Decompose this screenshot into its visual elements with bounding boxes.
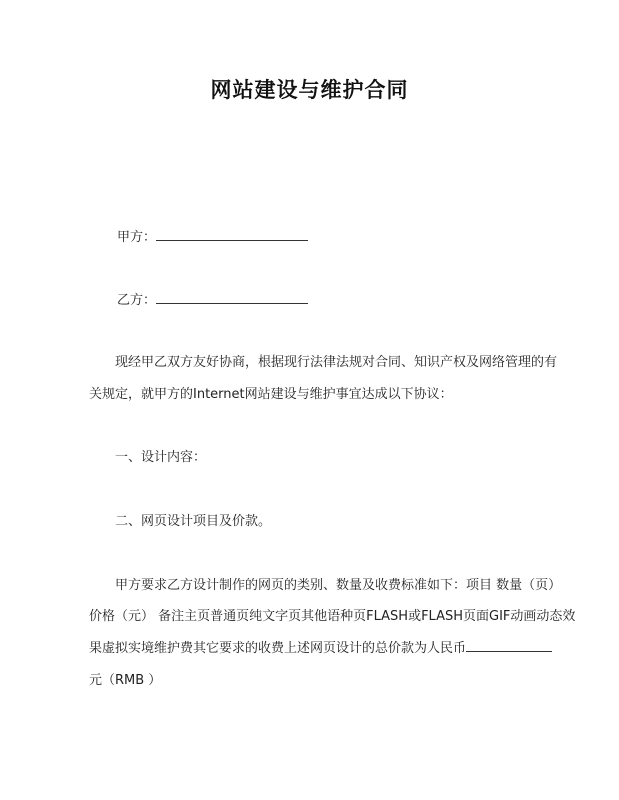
- party-a-row: [117, 226, 308, 245]
- party-b-blank[interactable]: [156, 303, 308, 304]
- pricing-line-4: 元（RMB ）: [89, 673, 162, 688]
- pricing-line-3: [89, 637, 552, 656]
- party-a-label: 甲方：: [117, 230, 157, 245]
- pricing-line-1: 甲方要求乙方设计制作的网页的类别、数量及收费标准如下：项目 数量（页）: [115, 578, 562, 593]
- party-b-row: [117, 289, 308, 308]
- section-2-heading: 二、网页设计项目及价款。: [115, 514, 272, 529]
- pricing-line-3-text: 果虚拟实境维护费其它要求的收费上述网页设计的总价款为人民币: [89, 641, 467, 656]
- party-b-label: 乙方：: [117, 293, 157, 308]
- intro-line-1: 现经甲乙双方友好协商，根据现行法律法规对合同、知识产权及网络管理的有: [115, 355, 558, 370]
- pricing-line-2: 价格（元） 备注主页普通页纯文字页其他语种页FLASH或FLASH页面GIF动画动态效: [89, 609, 576, 624]
- section-1-heading: 一、设计内容：: [115, 450, 207, 465]
- total-price-blank[interactable]: [466, 651, 552, 652]
- party-a-blank[interactable]: [156, 240, 308, 241]
- intro-line-2: 关规定，就甲方的Internet网站建设与维护事宜达成以下协议：: [89, 387, 453, 402]
- document-title: 网站建设与维护合同: [210, 78, 409, 102]
